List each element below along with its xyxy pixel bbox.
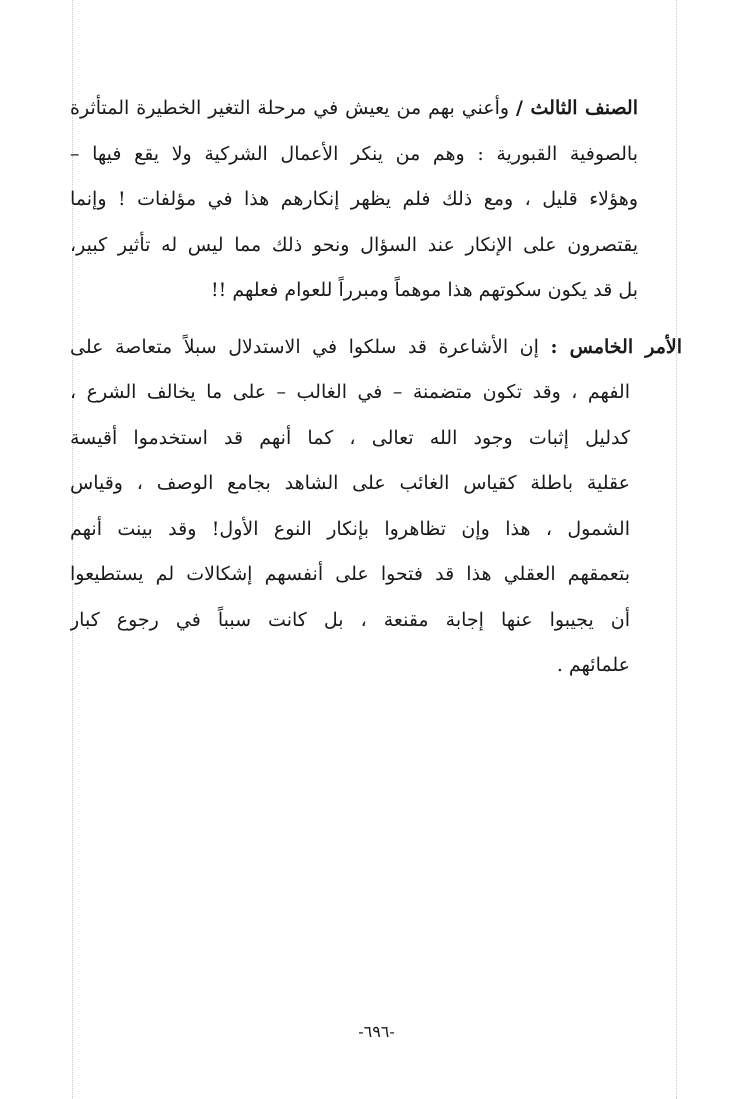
text-line bbox=[70, 86, 638, 132]
page-body bbox=[70, 86, 682, 689]
page-number: -٦٩٦- bbox=[358, 1022, 395, 1041]
line-text: إن الأشاعرة قد سلكوا في الاستدلال سبلاً متعاصة على bbox=[70, 335, 551, 358]
paragraph-fifth-matter bbox=[70, 325, 682, 689]
text-line: وهؤلاء قليل ، ومع ذلك فلم يظهر إنكارهم هذا في مؤلفات ! وإنما bbox=[70, 188, 638, 210]
paragraph-lead: الصنف الثالث / bbox=[516, 97, 638, 119]
text-line: يقتصرون على الإنكار عند السؤال ونحو ذلك مما ليس له تأثير كبير، bbox=[70, 233, 638, 256]
text-line: علمائهم . bbox=[556, 654, 630, 676]
scan-guide-right bbox=[676, 0, 677, 1099]
line-text: وأعني بهم من يعيش في مرحلة التغير الخطيرة المتأثرة bbox=[70, 97, 517, 119]
text-line bbox=[70, 325, 682, 371]
text-line: بل قد يكون سكوتهم هذا موهماً ومبرراً للعوام فعلهم !! bbox=[211, 279, 638, 301]
paragraph-third-category bbox=[70, 86, 638, 314]
text-line: أن يجيبوا عنها إجابة مقنعة ، بل كانت سبباً في رجوع كبار bbox=[70, 608, 630, 631]
text-line: بتعمقهم العقلي هذا قد فتحوا على أنفسهم إشكالات لم يستطيعوا bbox=[70, 563, 630, 585]
paragraph-lead: الأمر الخامس : bbox=[550, 335, 682, 358]
text-line: عقلية باطلة كقياس الغائب على الشاهد بجامع الوصف ، وقياس bbox=[70, 472, 630, 494]
text-line: الشمول ، هذا وإن تظاهروا بإنكار النوع الأول! وقد بينت أنهم bbox=[70, 517, 630, 540]
text-line: بالصوفية القبورية : وهم من ينكر الأعمال الشركية ولا يقع فيها – bbox=[70, 142, 638, 165]
text-line: الفهم ، وقد تكون متضمنة – في الغالب – على ما يخالف الشرع ، bbox=[70, 381, 630, 403]
text-line: كدليل إثبات وجود الله تعالى ، كما أنهم قد استخدموا أقيسة bbox=[70, 426, 630, 449]
